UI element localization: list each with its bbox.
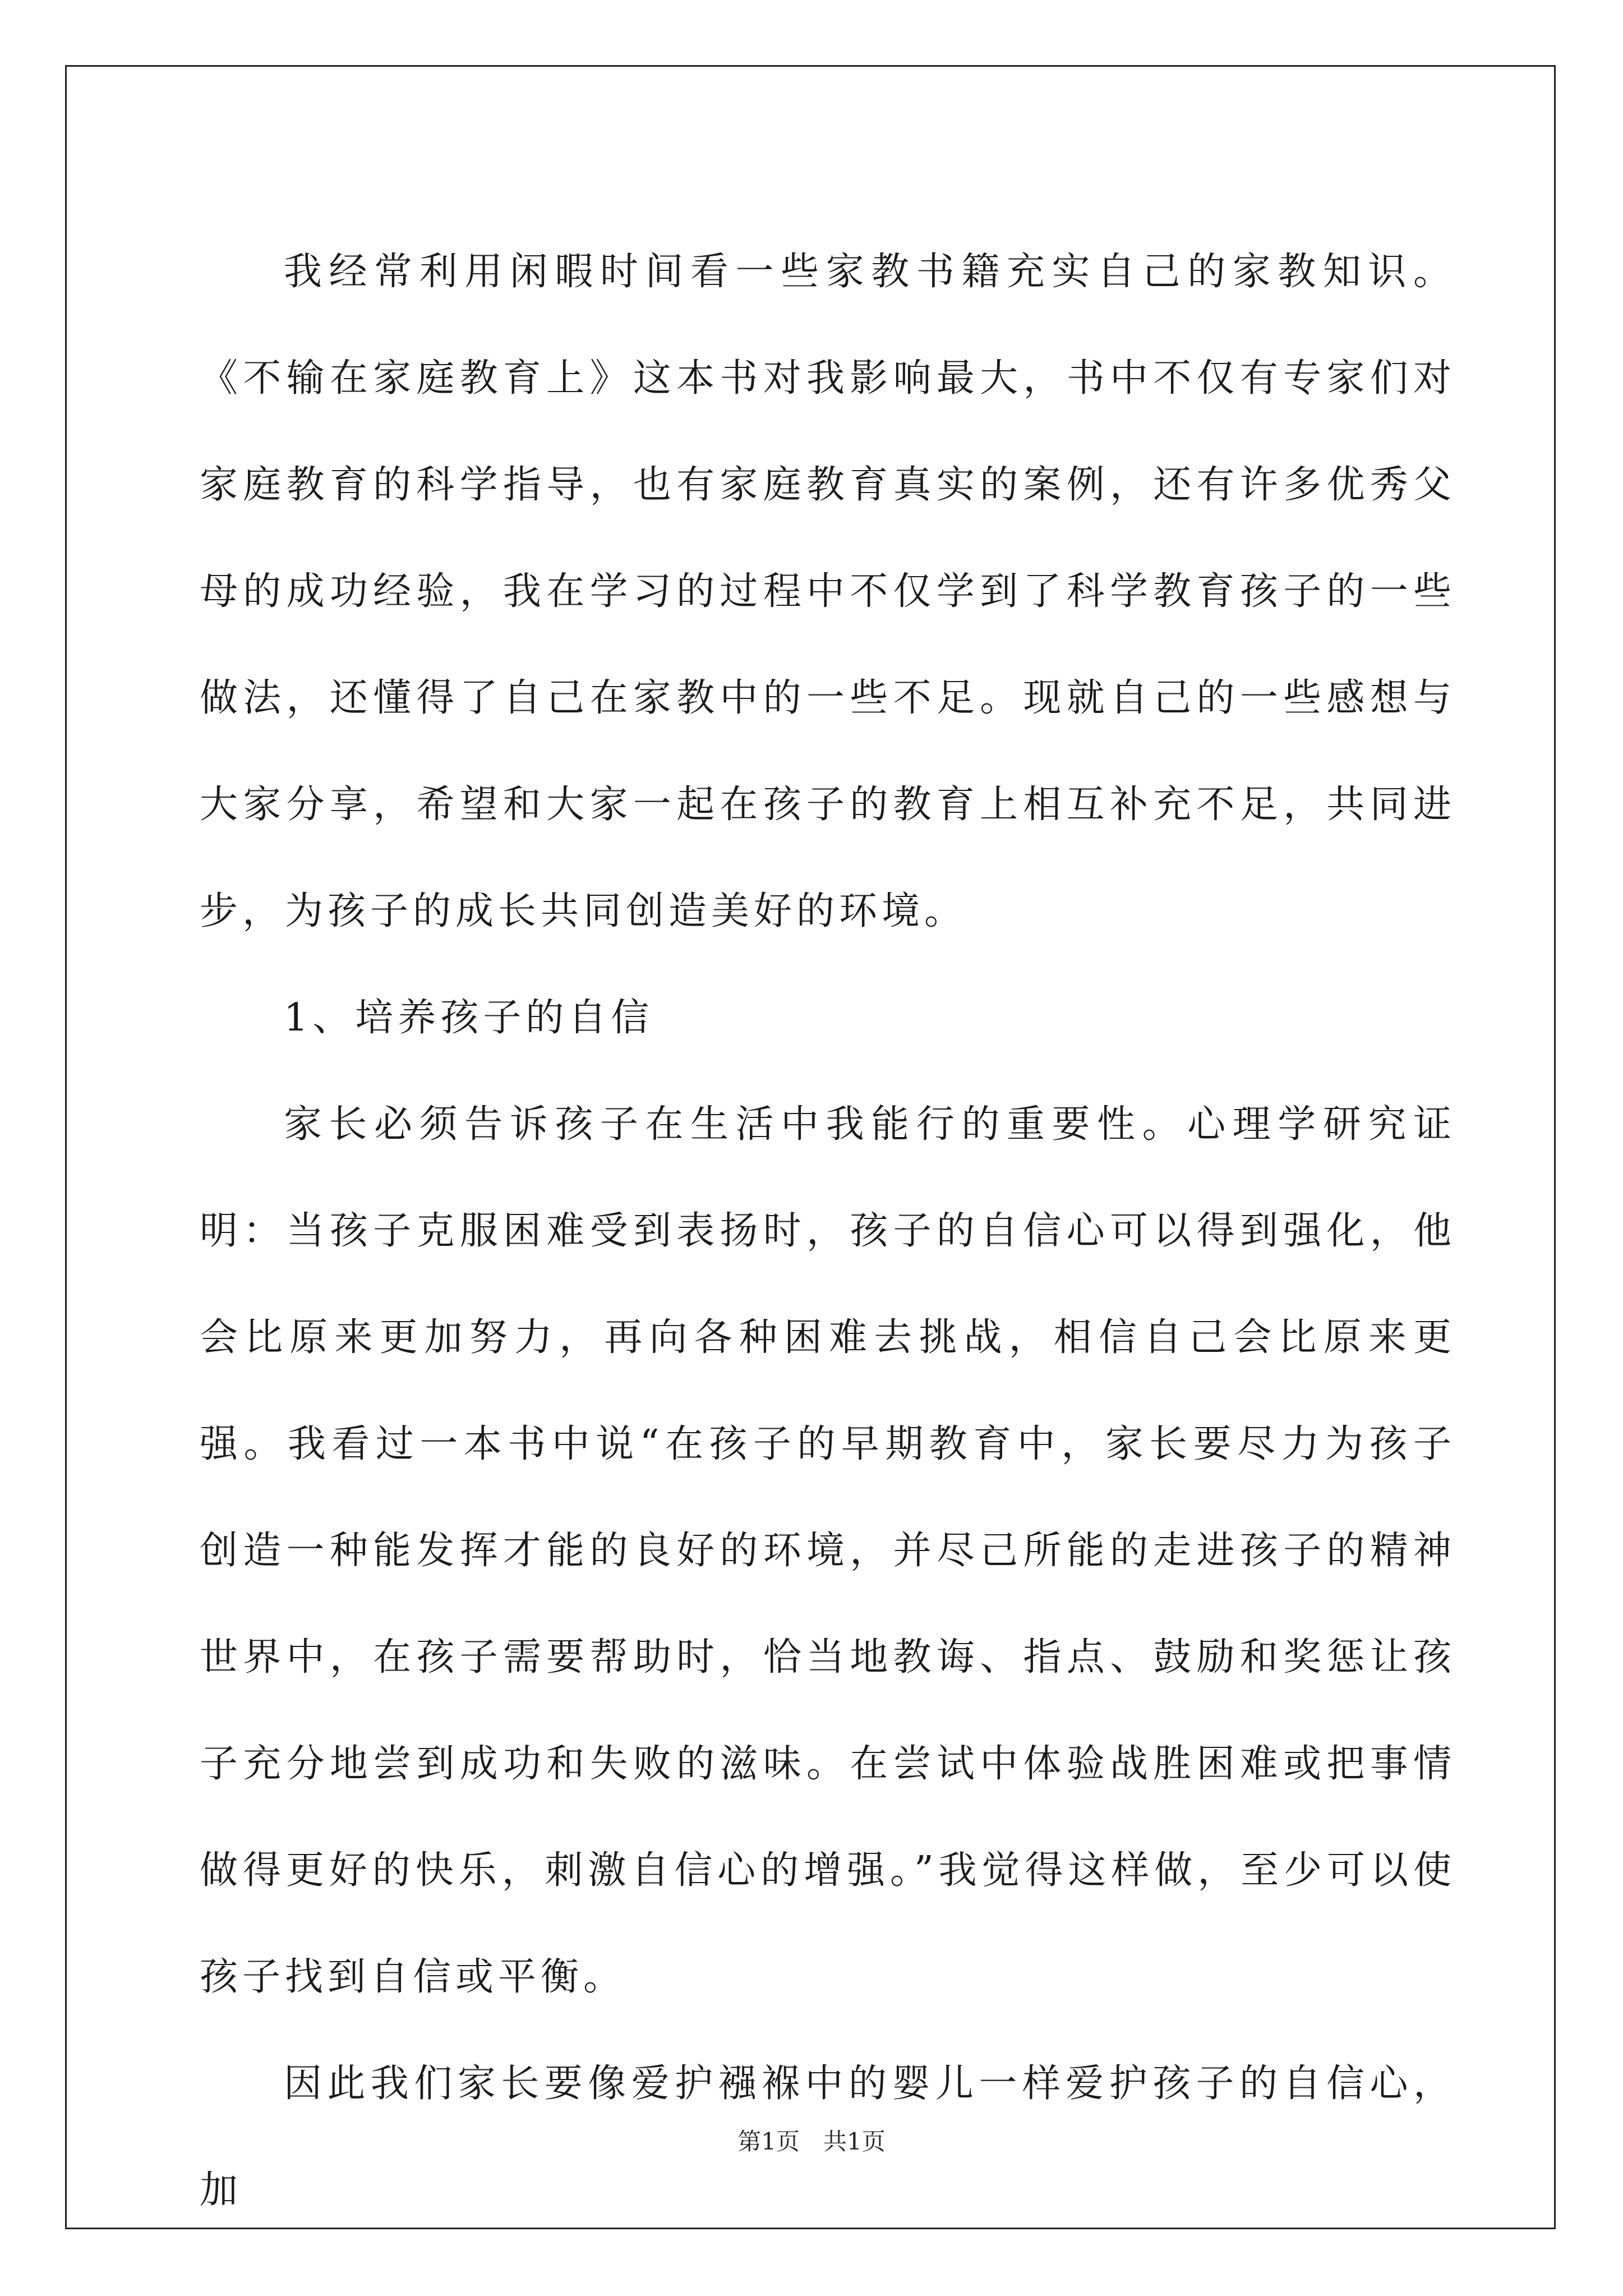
paragraph-continuation: 因此我们家长要像爱护襁褓中的婴儿一样爱护孩子的自信心，加 bbox=[200, 2062, 1456, 2212]
page-number-footer: 第1页 共1页 bbox=[737, 2128, 886, 2155]
document-body bbox=[200, 219, 1456, 2244]
section-heading-confidence: 1、培养孩子的自信 bbox=[284, 996, 654, 1040]
paragraph-intro: 我经常利用闲暇时间看一些家教书籍充实自己的家教知识。《不输在家庭教育上》这本书对我影响最大，书中不仅有专家们对家庭教育的科学指导，也有家庭教育真实的案例，还有许多优秀父母的成功经验，我在学习的过程中不仅学到了科学教育孩子的一些做法，还懂得了自己在家教中的一些不足。现就自己的一些感想与大家分享，希望和大家一起在孩子的教育上相互补充不足，共同进步，为孩子的成长共同创造美好的环境。 bbox=[200, 250, 1456, 933]
paragraph-confidence: 家长必须告诉孩子在生活中我能行的重要性。心理学研究证明：当孩子克服困难受到表扬时，孩子的自信心可以得到强化，他会比原来更加努力，再向各种困难去挑战，相信自己会比原来更强。我看过一本书中说“在孩子的早期教育中，家长要尽力为孩子创造一种能发挥才能的良好的环境，并尽己所能的走进孩子的精神世界中，在孩子需要帮助时，恰当地教诲、指点、鼓励和奖惩让孩子充分地尝到成功和失败的滋味。在尝试中体验战胜困难或把事情做得更好的快乐，刺激自信心的增强。”我觉得这样做，至少可以使孩子找到自信或平衡。 bbox=[200, 1102, 1456, 1999]
